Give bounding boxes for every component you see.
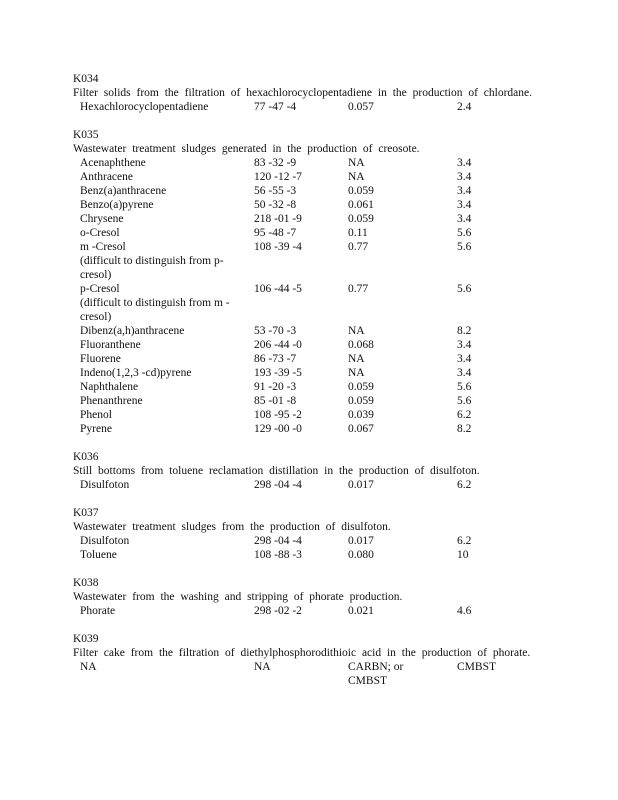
constituent-row	[73, 156, 543, 170]
constituent-row	[73, 100, 543, 114]
wastewater-standard: 0.068	[348, 339, 374, 351]
waste-code: K039	[73, 633, 99, 645]
constituent-name: p-Cresol	[80, 283, 120, 295]
cas-number: 53 -70 -3	[254, 325, 297, 337]
wastewater-standard: 0.059	[348, 395, 374, 407]
nonwastewater-standard: 3.4	[457, 339, 472, 351]
cas-number: 108 -88 -3	[254, 549, 302, 561]
cas-number: 95 -48 -7	[254, 227, 297, 239]
cas-number: 193 -39 -5	[254, 367, 302, 379]
waste-code: K038	[73, 577, 99, 589]
constituent-name: Fluorene	[80, 353, 121, 365]
nonwastewater-standard: 5.6	[457, 395, 472, 407]
wastewater-standard: 0.057	[348, 101, 374, 113]
cas-number: 298 -04 -4	[254, 479, 302, 491]
nonwastewater-standard: 3.4	[457, 185, 472, 197]
cas-number: 77 -47 -4	[254, 101, 297, 113]
constituent-name: Acenaphthene	[80, 157, 146, 169]
waste-code-section	[73, 506, 543, 562]
cas-number: 106 -44 -5	[254, 283, 302, 295]
cas-number: 108 -39 -4	[254, 241, 302, 253]
waste-description: Still bottoms from toluene reclamation distillation in the production of disulfoton.	[73, 465, 480, 477]
nonwastewater-standard: 3.4	[457, 199, 472, 211]
cas-number: NA	[254, 661, 271, 673]
wastewater-standard: 0.059	[348, 381, 374, 393]
wastewater-standard: 0.017	[348, 479, 374, 491]
nonwastewater-standard: 8.2	[457, 423, 472, 435]
constituent-name: Naphthalene	[80, 381, 139, 393]
cas-number: 56 -55 -3	[254, 185, 297, 197]
constituent-row	[73, 422, 543, 436]
waste-code: K037	[73, 507, 99, 519]
wastewater-standard: 0.059	[348, 185, 374, 197]
nonwastewater-standard: 6.2	[457, 409, 472, 421]
waste-code-section	[73, 576, 543, 618]
constituent-name: Benz(a)anthracene	[80, 185, 167, 197]
constituent-row	[73, 604, 543, 618]
constituent-name: Anthracene	[80, 171, 133, 183]
cas-number: 83 -32 -9	[254, 157, 297, 169]
cas-number: 298 -04 -4	[254, 535, 302, 547]
waste-code-section	[73, 128, 543, 436]
nonwastewater-standard: 6.2	[457, 535, 472, 547]
cas-number: 298 -02 -2	[254, 605, 302, 617]
constituent-row	[73, 198, 543, 212]
constituent-name: Benzo(a)pyrene	[80, 199, 154, 211]
wastewater-standard: 0.039	[348, 409, 374, 421]
waste-description: Wastewater treatment sludges generated in the production of creosote.	[73, 143, 420, 155]
nonwastewater-standard: 10	[457, 549, 469, 561]
nonwastewater-standard: 8.2	[457, 325, 472, 337]
constituent-name: NA	[80, 661, 97, 673]
nonwastewater-standard: 5.6	[457, 381, 472, 393]
constituent-note: (difficult to distinguish from p-cresol)	[80, 255, 224, 281]
nonwastewater-standard: 3.4	[457, 213, 472, 225]
cas-number: 206 -44 -0	[254, 339, 302, 351]
cas-number: 218 -01 -9	[254, 213, 302, 225]
constituent-row	[73, 548, 543, 562]
wastewater-standard: 0.080	[348, 549, 374, 561]
constituent-row	[73, 352, 543, 366]
constituent-name: Phorate	[80, 605, 116, 617]
constituent-name: Phenol	[80, 409, 112, 421]
constituent-row	[73, 324, 543, 338]
constituent-row	[73, 478, 543, 492]
nonwastewater-standard: 6.2	[457, 479, 472, 491]
wastewater-standard: NA	[348, 325, 365, 337]
nonwastewater-standard: 3.4	[457, 367, 472, 379]
constituent-name: Indeno(1,2,3 -cd)pyrene	[80, 367, 192, 379]
constituent-row	[73, 394, 543, 408]
constituent-row	[73, 366, 543, 380]
nonwastewater-standard: 5.6	[457, 241, 472, 253]
cas-number: 129 -00 -0	[254, 423, 302, 435]
waste-code: K034	[73, 73, 99, 85]
constituent-name: Phenanthrene	[80, 395, 143, 407]
cas-number: 85 -01 -8	[254, 395, 297, 407]
constituent-row	[73, 226, 543, 240]
wastewater-standard: 0.017	[348, 535, 374, 547]
wastewater-standard: 0.059	[348, 213, 374, 225]
wastewater-standard: CARBN; or CMBST	[348, 661, 404, 687]
wastewater-standard: 0.77	[348, 241, 369, 253]
cas-number: 108 -95 -2	[254, 409, 302, 421]
nonwastewater-standard: 3.4	[457, 157, 472, 169]
constituent-name: Fluoranthene	[80, 339, 141, 351]
waste-code: K036	[73, 451, 99, 463]
waste-code-section	[73, 72, 543, 114]
wastewater-standard: 0.77	[348, 283, 369, 295]
constituent-name: Dibenz(a,h)anthracene	[80, 325, 185, 337]
constituent-row	[73, 534, 543, 548]
waste-description: Filter cake from the filtration of diethylphosphorodithioic acid in the production of phorate.	[73, 647, 531, 659]
constituent-row	[73, 282, 543, 324]
constituent-row	[73, 240, 543, 282]
constituent-name: m -Cresol	[80, 241, 126, 253]
wastewater-standard: NA	[348, 171, 365, 183]
constituent-row	[73, 408, 543, 422]
cas-number: 50 -32 -8	[254, 199, 297, 211]
nonwastewater-standard: 4.6	[457, 605, 472, 617]
waste-description: Wastewater from the washing and stripping of phorate production.	[73, 591, 403, 603]
cas-number: 120 -12 -7	[254, 171, 302, 183]
cas-number: 91 -20 -3	[254, 381, 297, 393]
nonwastewater-standard: CMBST	[457, 661, 496, 673]
constituent-note: (difficult to distinguish from m -cresol)	[80, 297, 230, 323]
document-page	[73, 72, 543, 702]
wastewater-standard: 0.021	[348, 605, 374, 617]
constituent-row	[73, 170, 543, 184]
constituent-name: Chrysene	[80, 213, 124, 225]
constituent-name: Hexachlorocyclopentadiene	[80, 101, 209, 113]
constituent-name: o-Cresol	[80, 227, 120, 239]
wastewater-standard: NA	[348, 353, 365, 365]
constituent-row	[73, 660, 543, 688]
waste-description: Filter solids from the filtration of hexachlorocyclopentadiene in the production of chlordane.	[73, 87, 533, 99]
wastewater-standard: 0.11	[348, 227, 368, 239]
wastewater-standard: 0.067	[348, 423, 374, 435]
waste-code: K035	[73, 129, 99, 141]
constituent-name: Pyrene	[80, 423, 112, 435]
cas-number: 86 -73 -7	[254, 353, 297, 365]
constituent-row	[73, 338, 543, 352]
nonwastewater-standard: 3.4	[457, 353, 472, 365]
waste-code-section	[73, 450, 543, 492]
wastewater-standard: 0.061	[348, 199, 374, 211]
constituent-row	[73, 184, 543, 198]
nonwastewater-standard: 5.6	[457, 227, 472, 239]
wastewater-standard: NA	[348, 367, 365, 379]
nonwastewater-standard: 3.4	[457, 171, 472, 183]
constituent-row	[73, 212, 543, 226]
constituent-row	[73, 380, 543, 394]
constituent-name: Toluene	[80, 549, 117, 561]
constituent-name: Disulfoton	[80, 479, 130, 491]
nonwastewater-standard: 2.4	[457, 101, 472, 113]
constituent-name: Disulfoton	[80, 535, 130, 547]
waste-code-section	[73, 632, 543, 688]
wastewater-standard: NA	[348, 157, 365, 169]
nonwastewater-standard: 5.6	[457, 283, 472, 295]
waste-description: Wastewater treatment sludges from the production of disulfoton.	[73, 521, 391, 533]
